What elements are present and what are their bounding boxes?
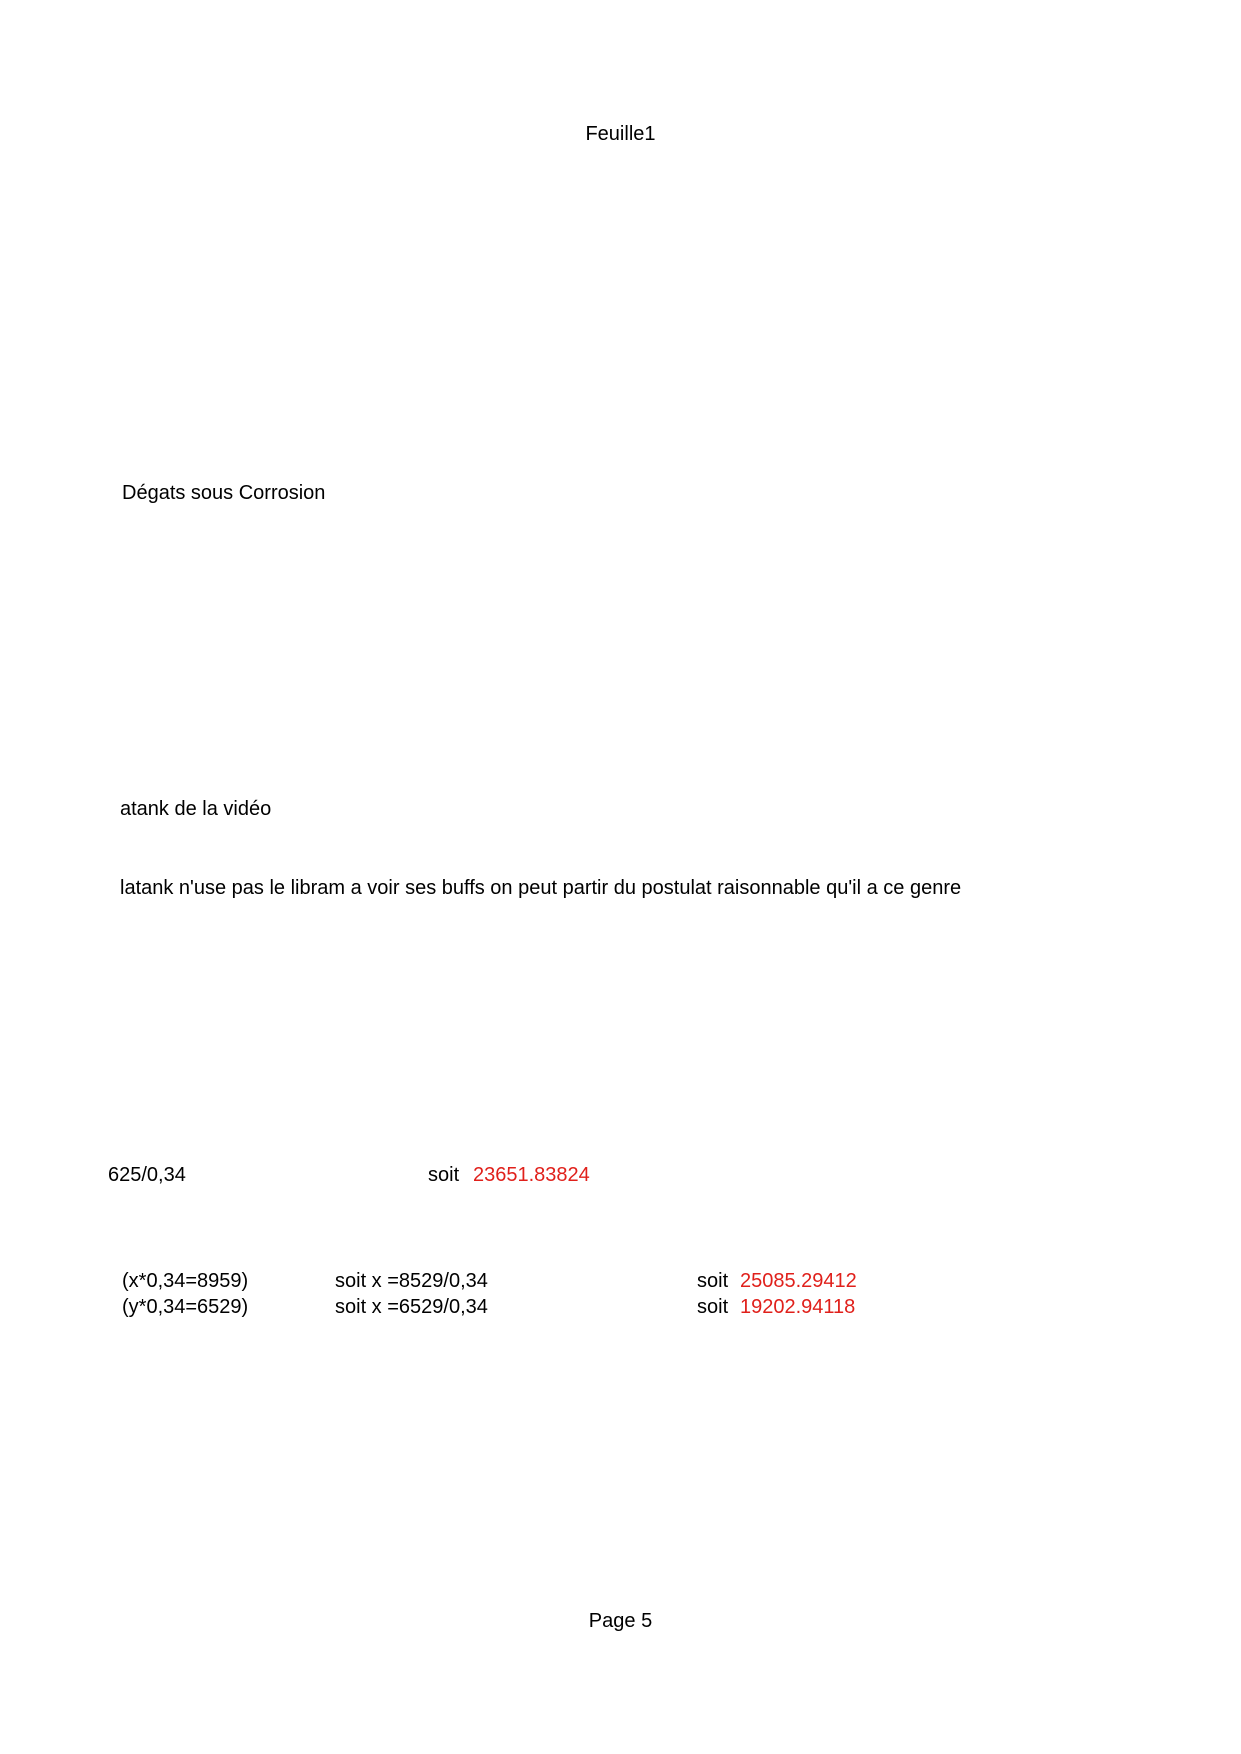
calc1-soit-label: soit bbox=[428, 1164, 460, 1186]
row-y-soit-label: soit bbox=[697, 1296, 729, 1318]
page-number-footer: Page 5 bbox=[588, 1610, 653, 1632]
row-x-result: 25085.29412 bbox=[740, 1270, 857, 1292]
calc1-result: 23651.83824 bbox=[473, 1164, 590, 1186]
cell-video-text: atank de la vidéo bbox=[120, 798, 272, 820]
sheet-title: Feuille1 bbox=[585, 123, 656, 145]
cell-calc1-expression bbox=[108, 1163, 238, 1187]
cell-video-note bbox=[120, 797, 840, 821]
heading-corrosion-damage: Dégats sous Corrosion bbox=[122, 482, 326, 504]
row-y-soit-expression: soit x =6529/0,34 bbox=[335, 1296, 488, 1318]
row-y-equation: (y*0,34=6529) bbox=[122, 1296, 249, 1318]
row-x-soit-expression: soit x =8529/0,34 bbox=[335, 1270, 488, 1292]
calc1-expression-text: 625/0,34 bbox=[108, 1164, 186, 1186]
cell-latank-text: latank n'use pas le libram a voir ses buffs on peut partir du postulat raisonnable qu'il a ce genre bbox=[120, 877, 962, 899]
cell-latank-note bbox=[120, 876, 1080, 900]
row-y-result: 19202.94118 bbox=[740, 1296, 856, 1318]
row-x-equation: (x*0,34=8959) bbox=[122, 1270, 249, 1292]
row-x-soit-label: soit bbox=[697, 1270, 729, 1292]
